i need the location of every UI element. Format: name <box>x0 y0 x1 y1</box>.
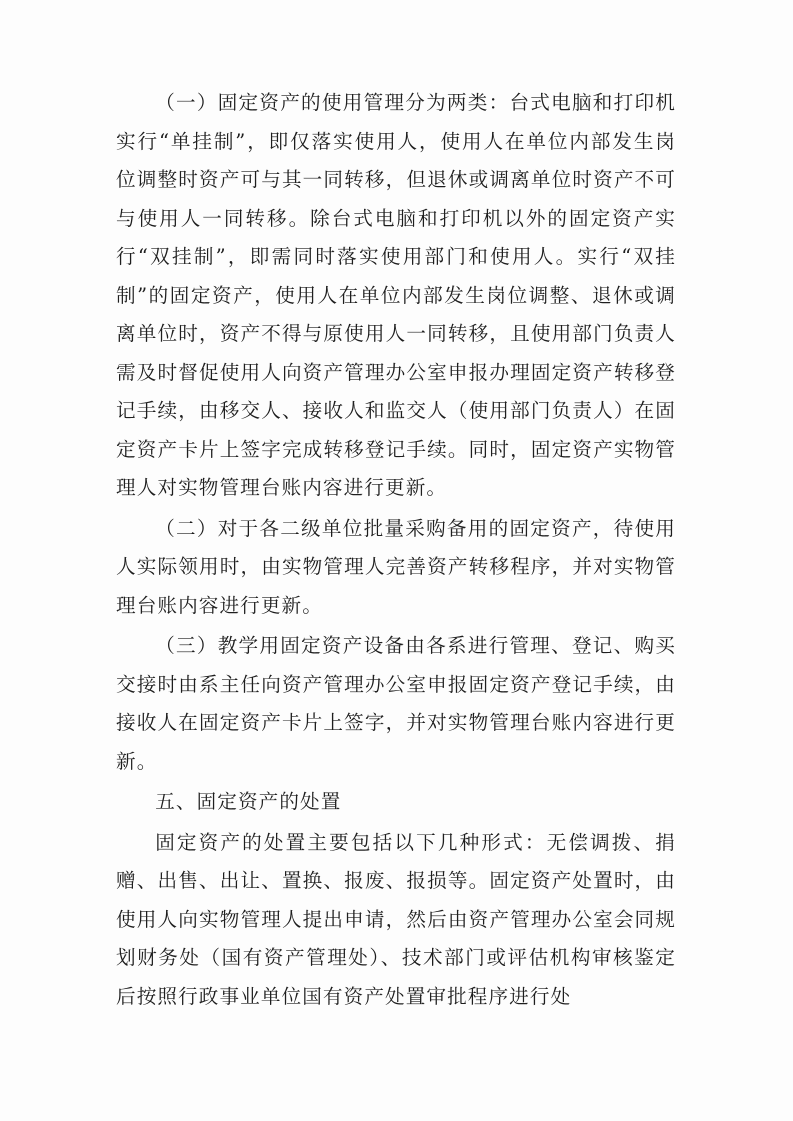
document-body <box>116 84 676 1016</box>
paragraph-batch-purchase: （二）对于各二级单位批量采购备用的固定资产，待使用人实际领用时，由实物管理人完善资产转移程序，并对实物管理台账内容进行更新。 <box>116 516 676 617</box>
paragraph-usage-management: （一）固定资产的使用管理分为两类：台式电脑和打印机实行“单挂制”，即仅落实使用人，使用人在单位内部发生岗位调整时资产可与其一同转移，但退休或调离单位时资产不可与使用人一同转移。除台式电脑和打印机以外的固定资产实行“双挂制”，即需同时落实使用部门和使用人。实行“双挂制”的固定资产，使用人在单位内部发生岗位调整、退休或调离单位时，资产不得与原使用人一同转移，且使用部门负责人需及时督促使用人向资产管理办公室申报办理固定资产转移登记手续，由移交人、接收人和监交人（使用部门负责人）在固定资产卡片上签字完成转移登记手续。同时，固定资产实物管理人对实物管理台账内容进行更新。 <box>116 91 676 499</box>
paragraph-teaching-equipment: （三）教学用固定资产设备由各系进行管理、登记、购买交接时由系主任向资产管理办公室申报固定资产登记手续，由接收人在固定资产卡片上签字，并对实物管理台账内容进行更新。 <box>116 634 676 773</box>
paragraph-disposal: 固定资产的处置主要包括以下几种形式：无偿调拨、捐赠、出售、出让、置换、报废、报损等。固定资产处置时，由使用人向实物管理人提出申请，然后由资产管理办公室会同规划财务处（国有资产管理处）、技术部门或评估机构审核鉴定后按照行政事业单位国有资产处置审批程序进行处 <box>116 830 676 1008</box>
section-heading-disposal: 五、固定资产的处置 <box>155 790 342 813</box>
